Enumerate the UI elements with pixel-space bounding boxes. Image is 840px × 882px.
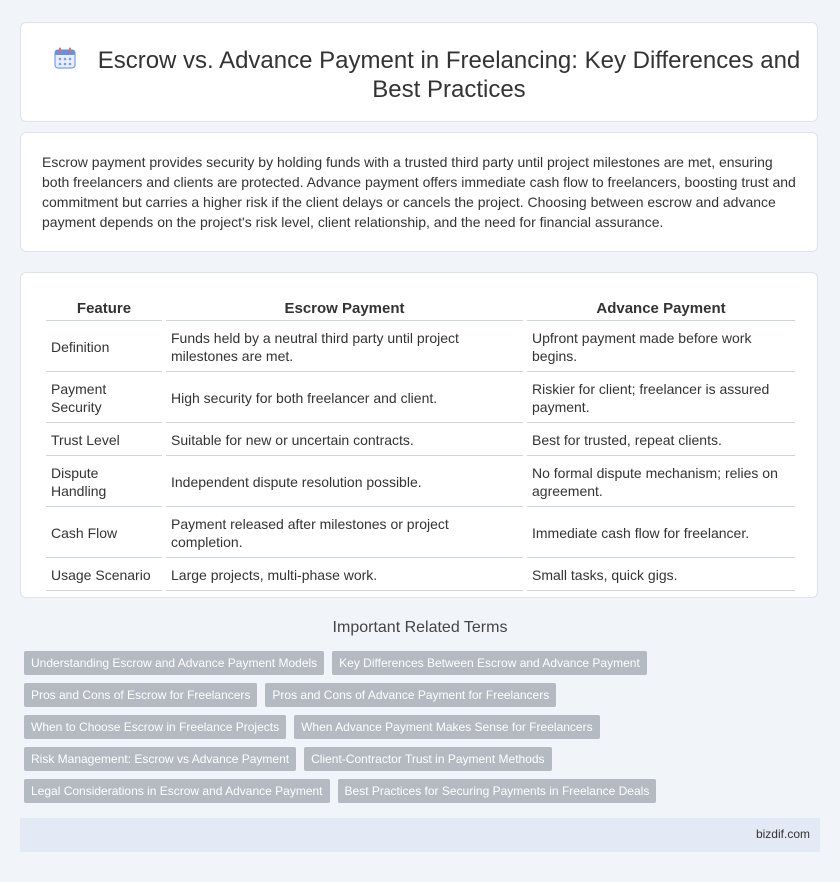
column-header-advance: Advance Payment <box>527 297 795 321</box>
site-name[interactable]: bizdif.com <box>755 827 810 841</box>
escrow-cell: Suitable for new or uncertain contracts. <box>166 425 523 456</box>
related-term-tag[interactable]: Understanding Escrow and Advance Payment Models <box>24 651 324 675</box>
intro-card <box>20 132 818 252</box>
advance-cell: No formal dispute mechanism; relies on agreement. <box>527 458 795 507</box>
escrow-cell: Funds held by a neutral third party until project milestones are met. <box>166 323 523 372</box>
escrow-cell: Payment released after milestones or project completion. <box>166 509 523 558</box>
advance-cell: Riskier for client; freelancer is assured payment. <box>527 374 795 423</box>
advance-cell: Small tasks, quick gigs. <box>527 560 795 591</box>
table-row <box>46 374 795 423</box>
table-header-row <box>46 297 795 321</box>
feature-cell: Definition <box>46 323 162 372</box>
calendar-icon <box>54 47 76 69</box>
escrow-cell: Large projects, multi-phase work. <box>166 560 523 591</box>
column-header-feature: Feature <box>46 297 162 321</box>
advance-cell: Immediate cash flow for freelancer. <box>527 509 795 558</box>
advance-cell: Upfront payment made before work begins. <box>527 323 795 372</box>
header-card <box>20 22 818 122</box>
comparison-table <box>42 295 799 593</box>
related-terms-list <box>24 651 654 811</box>
feature-cell: Dispute Handling <box>46 458 162 507</box>
related-term-tag[interactable]: When Advance Payment Makes Sense for Freelancers <box>294 715 599 739</box>
intro-paragraph: Escrow payment provides security by holding funds with a trusted third party until project milestones are met, ensuring both freelancers and clients are protected. Advance payment offers immediate cash flow to freelancers, boosting trust and commitment but carries a higher risk if the client delays or cancels the project. Choosing between escrow and advance payment depends on the project's risk level, client relationship, and the need for financial assurance. <box>42 154 796 230</box>
comparison-table-card <box>20 272 818 598</box>
table-row <box>46 425 795 456</box>
footer-bar <box>20 818 820 852</box>
table-row <box>46 458 795 507</box>
feature-cell: Trust Level <box>46 425 162 456</box>
feature-cell: Payment Security <box>46 374 162 423</box>
related-term-tag[interactable]: Pros and Cons of Advance Payment for Freelancers <box>265 683 556 707</box>
feature-cell: Cash Flow <box>46 509 162 558</box>
table-row <box>46 323 795 372</box>
feature-cell: Usage Scenario <box>46 560 162 591</box>
related-term-tag[interactable]: When to Choose Escrow in Freelance Projects <box>24 715 286 739</box>
page-title: Escrow vs. Advance Payment in Freelancing: Key Differences and Best Practices <box>97 47 801 103</box>
column-header-escrow: Escrow Payment <box>166 297 523 321</box>
related-term-tag[interactable]: Risk Management: Escrow vs Advance Payment <box>24 747 296 771</box>
related-terms-heading: Important Related Terms <box>332 619 508 636</box>
table-row <box>46 560 795 591</box>
escrow-cell: High security for both freelancer and client. <box>166 374 523 423</box>
table-row <box>46 509 795 558</box>
related-term-tag[interactable]: Legal Considerations in Escrow and Advance Payment <box>24 779 330 803</box>
advance-cell: Best for trusted, repeat clients. <box>527 425 795 456</box>
related-term-tag[interactable]: Best Practices for Securing Payments in Freelance Deals <box>338 779 657 803</box>
related-term-tag[interactable]: Client-Contractor Trust in Payment Methods <box>304 747 551 771</box>
escrow-cell: Independent dispute resolution possible. <box>166 458 523 507</box>
related-term-tag[interactable]: Pros and Cons of Escrow for Freelancers <box>24 683 257 707</box>
related-term-tag[interactable]: Key Differences Between Escrow and Advance Payment <box>332 651 647 675</box>
